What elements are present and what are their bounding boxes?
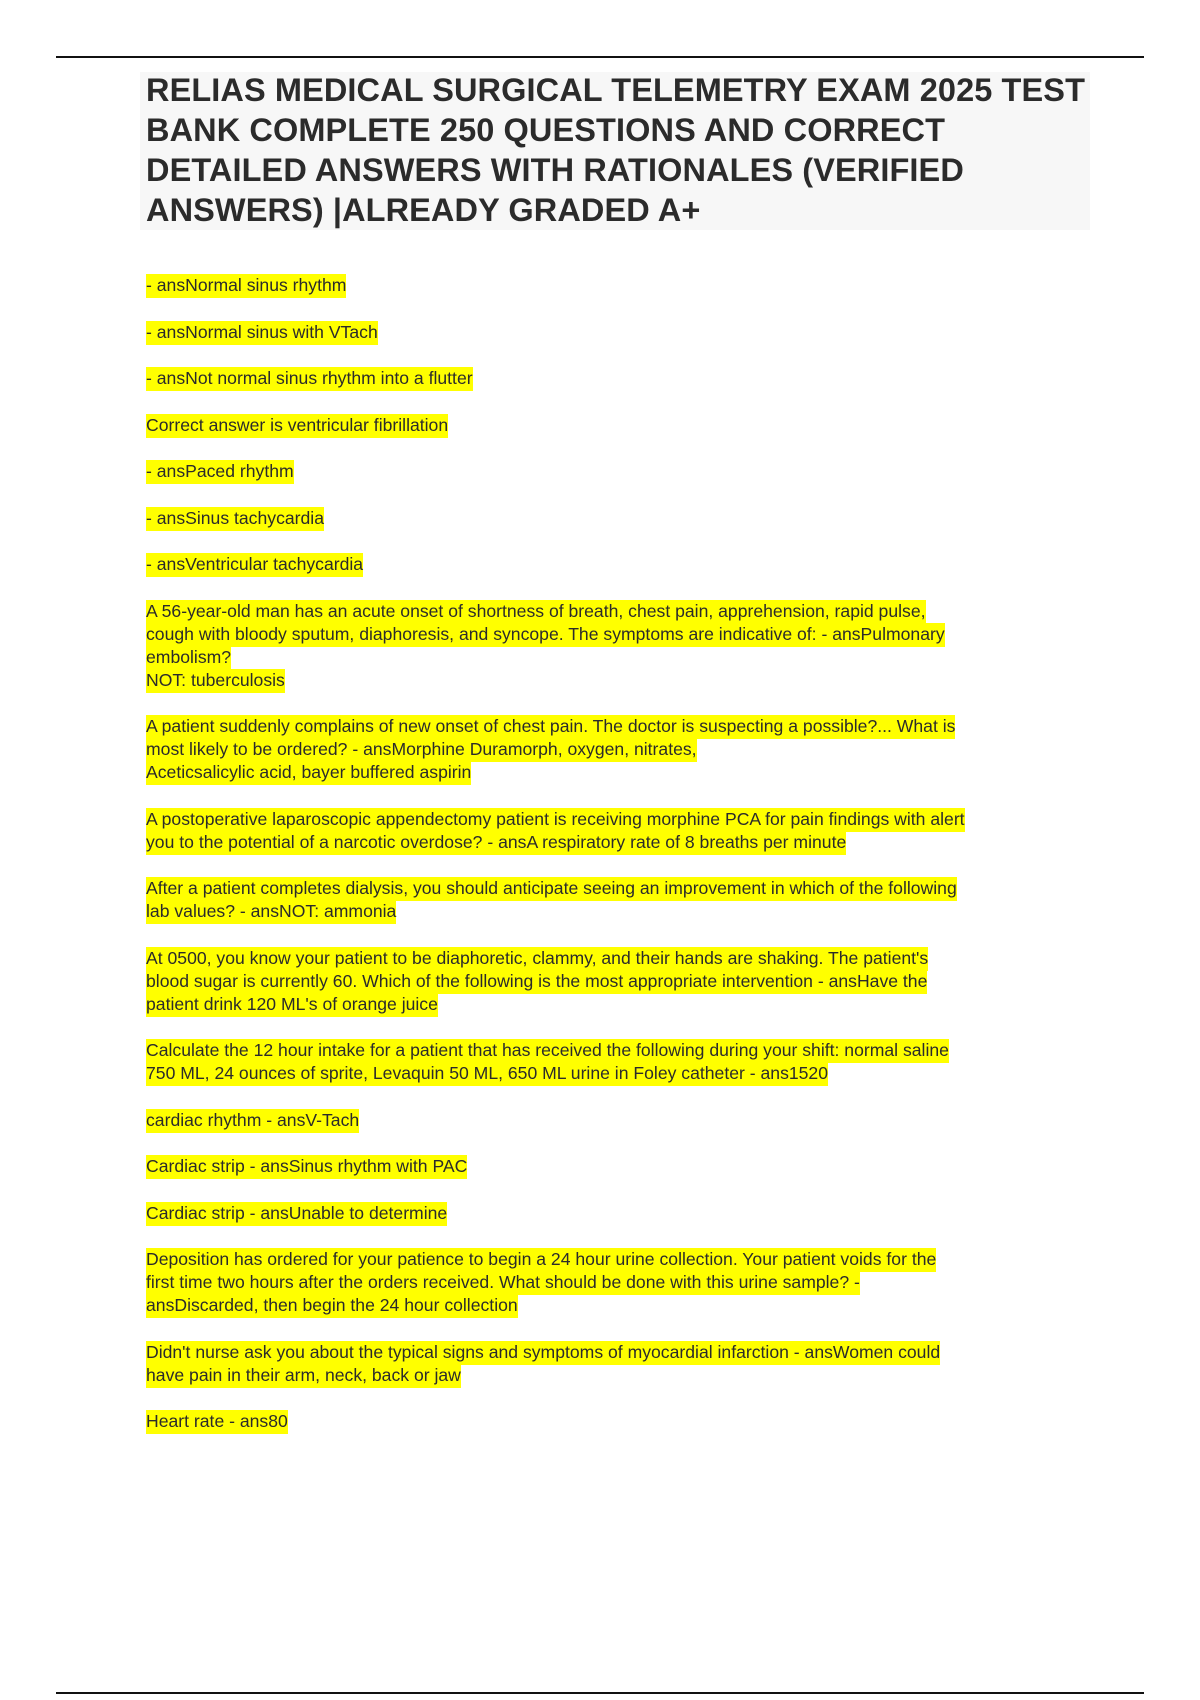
qa-line <box>146 623 1092 646</box>
highlighted-text: - ansNormal sinus with VTach <box>146 321 378 345</box>
qa-line <box>146 1039 1092 1062</box>
highlighted-text: have pain in their arm, neck, back or jaw <box>146 1364 461 1388</box>
qa-item <box>146 414 1092 437</box>
qa-line <box>146 993 1092 1016</box>
qa-line <box>146 947 1092 970</box>
highlighted-text: you to the potential of a narcotic overdose? - ansA respiratory rate of 8 breaths per minute <box>146 831 846 855</box>
qa-item <box>146 274 1092 297</box>
qa-line <box>146 669 1092 692</box>
highlighted-text: - ansSinus tachycardia <box>146 507 324 531</box>
bottom-rule <box>56 1692 1144 1694</box>
qa-item <box>146 1039 1092 1085</box>
highlighted-text: cardiac rhythm - ansV-Tach <box>146 1109 359 1133</box>
qa-line <box>146 1202 1092 1225</box>
qa-item <box>146 947 1092 1016</box>
highlighted-text: Calculate the 12 hour intake for a patient that has received the following during your shift: normal saline <box>146 1039 949 1063</box>
qa-item <box>146 321 1092 344</box>
qa-item <box>146 1341 1092 1387</box>
highlighted-text: most likely to be ordered? - ansMorphine Duramorph, oxygen, nitrates, <box>146 738 697 762</box>
qa-line <box>146 274 1092 297</box>
qa-line <box>146 877 1092 900</box>
qa-line <box>146 1341 1092 1364</box>
qa-line <box>146 761 1092 784</box>
highlighted-text: Cardiac strip - ansUnable to determine <box>146 1202 447 1226</box>
highlighted-text: A postoperative laparoscopic appendectomy patient is receiving morphine PCA for pain findings with alert <box>146 808 965 832</box>
qa-line <box>146 321 1092 344</box>
qa-line <box>146 831 1092 854</box>
highlighted-text: - ansVentricular tachycardia <box>146 553 363 577</box>
highlighted-text: - ansNormal sinus rhythm <box>146 274 346 298</box>
qa-item <box>146 1109 1092 1132</box>
highlighted-text: Heart rate - ans80 <box>146 1410 288 1434</box>
qa-line <box>146 1410 1092 1433</box>
highlighted-text: - ansNot normal sinus rhythm into a flutter <box>146 367 473 391</box>
qa-item <box>146 808 1092 854</box>
qa-line <box>146 460 1092 483</box>
qa-item <box>146 1155 1092 1178</box>
qa-line <box>146 1364 1092 1387</box>
qa-line <box>146 1109 1092 1132</box>
qa-item <box>146 877 1092 923</box>
highlighted-text: embolism? <box>146 646 231 670</box>
highlighted-text: Deposition has ordered for your patience to begin a 24 hour urine collection. Your patient voids for the <box>146 1248 936 1272</box>
highlighted-text: Correct answer is ventricular fibrillation <box>146 414 448 438</box>
document-title: RELIAS MEDICAL SURGICAL TELEMETRY EXAM 2025 TEST BANK COMPLETE 250 QUESTIONS AND CORRECT DETAILED ANSWERS WITH RATIONALES (VERIFIED ANSWERS) |ALREADY GRADED A+ <box>146 72 1086 228</box>
highlighted-text: 750 ML, 24 ounces of sprite, Levaquin 50 ML, 650 ML urine in Foley catheter - ans1520 <box>146 1062 828 1086</box>
qa-item <box>146 507 1092 530</box>
highlighted-text: patient drink 120 ML's of orange juice <box>146 993 438 1017</box>
question-list <box>146 274 1092 1457</box>
highlighted-text: Aceticsalicylic acid, bayer buffered aspirin <box>146 761 471 785</box>
qa-item <box>146 367 1092 390</box>
qa-item <box>146 715 1092 784</box>
highlighted-text: ansDiscarded, then begin the 24 hour collection <box>146 1294 518 1318</box>
qa-line <box>146 1271 1092 1294</box>
highlighted-text: blood sugar is currently 60. Which of the following is the most appropriate intervention - ansHave the <box>146 970 927 994</box>
highlighted-text: NOT: tuberculosis <box>146 669 285 693</box>
qa-line <box>146 1155 1092 1178</box>
qa-item <box>146 553 1092 576</box>
qa-item <box>146 1410 1092 1433</box>
qa-line <box>146 970 1092 993</box>
highlighted-text: A patient suddenly complains of new onset of chest pain. The doctor is suspecting a possible?... What is <box>146 715 955 739</box>
highlighted-text: - ansPaced rhythm <box>146 460 294 484</box>
qa-line <box>146 600 1092 623</box>
highlighted-text: cough with bloody sputum, diaphoresis, and syncope. The symptoms are indicative of: - ansPulmonary <box>146 623 945 647</box>
qa-line <box>146 808 1092 831</box>
highlighted-text: At 0500, you know your patient to be diaphoretic, clammy, and their hands are shaking. The patient's <box>146 947 928 971</box>
qa-line <box>146 646 1092 669</box>
qa-item <box>146 460 1092 483</box>
qa-line <box>146 1062 1092 1085</box>
highlighted-text: Didn't nurse ask you about the typical signs and symptoms of myocardial infarction - ansWomen could <box>146 1341 940 1365</box>
qa-item <box>146 600 1092 692</box>
highlighted-text: lab values? - ansNOT: ammonia <box>146 900 396 924</box>
qa-line <box>146 1248 1092 1271</box>
qa-line <box>146 900 1092 923</box>
qa-line <box>146 507 1092 530</box>
qa-item <box>146 1202 1092 1225</box>
qa-line <box>146 738 1092 761</box>
qa-line <box>146 414 1092 437</box>
highlighted-text: Cardiac strip - ansSinus rhythm with PAC <box>146 1155 467 1179</box>
qa-line <box>146 553 1092 576</box>
qa-item <box>146 1248 1092 1317</box>
highlighted-text: After a patient completes dialysis, you should anticipate seeing an improvement in which of the following <box>146 877 957 901</box>
top-rule <box>56 56 1144 58</box>
qa-line <box>146 1294 1092 1317</box>
highlighted-text: A 56-year-old man has an acute onset of shortness of breath, chest pain, apprehension, rapid pulse, <box>146 600 926 624</box>
qa-line <box>146 367 1092 390</box>
qa-line <box>146 715 1092 738</box>
highlighted-text: first time two hours after the orders received. What should be done with this urine sample? - <box>146 1271 860 1295</box>
